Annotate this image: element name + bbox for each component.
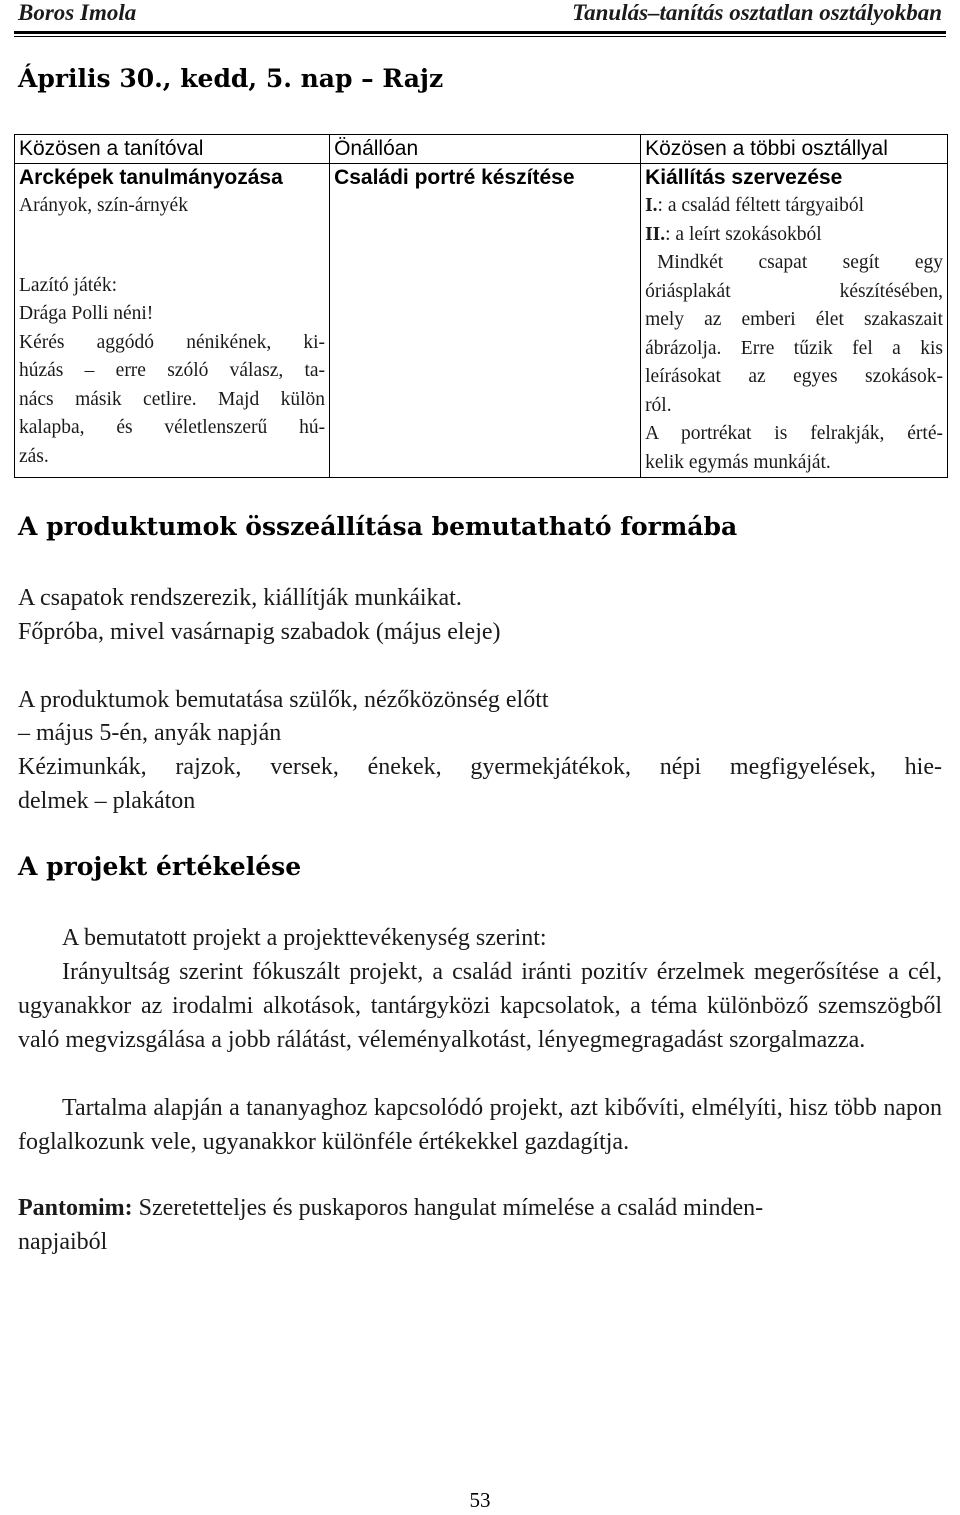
col3-title: Kiállítás szervezése [645,166,843,189]
col3-desc-line: leírásokat az egyes szokások- [645,366,943,387]
header-independent: Önállóan [330,135,641,164]
cell-independent [330,164,641,478]
col3-desc-line: ról. [645,394,672,416]
pantomim-paragraph [18,1191,942,1225]
header-rule-thin [14,36,946,37]
evaluation-paragraph-2: Tartalma alapján a tananyaghoz kapcsolódó projekt, azt kibővíti, elmélyíti, hisz több napon foglalkozunk vele, ugyanakkor különféle értékekkel gazdagítja. [18,1095,942,1155]
products-line: A csapatok rendszerezik, kiállítják munkáikat. [18,585,462,611]
col3-item1 [645,192,943,221]
col3-item2-text: : a leírt szokásokból [665,223,822,245]
col3-desc-line: ábrázolja. Erre tűzik fel a kis [645,337,943,359]
col3-item1-label: I. [645,195,658,216]
table-header-row [15,135,948,164]
col3-desc-line: Mindkét csapat segít egy [657,252,943,273]
pantomim-continuation: napjaiból [18,1229,108,1255]
header-with-teacher: Közösen a tanítóval [15,135,330,164]
presentation-line: A produktumok bemutatása szülők, nézőközönség előtt [18,687,549,713]
header-book-title: Tanulás–tanítás osztatlan osztályokban [572,0,942,25]
evaluation-paragraph-1: Irányultság szerint fókuszált projekt, a család iránti pozitív érzelmek megerősítése a cél, ugyanakkor az irodalmi alkotások, tantárgyközi kapcsolatok, a téma különböző szemszögből való megvizsgálása a jobb rálátást, véleményalkotást, lényegmegragadást szorgalmazza. [18,959,942,1053]
presentation-line: Kézimunkák, rajzok, versek, énekek, gyermekjátékok, népi megfigyelések, hie- [18,754,942,780]
col1-desc-line: nács másik cetlire. Majd külön [19,388,326,410]
cell-with-teacher [15,164,330,478]
col1-desc-line: zás. [19,445,49,467]
day-title: Április 30., kedd, 5. nap – Rajz [18,64,444,93]
header-rule-thick [14,31,946,34]
table-body-row [15,164,948,478]
page-header [18,0,942,32]
cell-with-other-classes [641,164,948,478]
lesson-plan-table [14,134,948,478]
col1-game-name: Drága Polli néni! [19,303,154,324]
pantomim-label: Pantomim: [18,1195,133,1221]
products-line: Főpróba, mivel vasárnapig szabadok (május eleje) [18,619,501,645]
presentation-line: delmek – plakáton [18,788,196,814]
section-title-evaluation: A projekt értékelése [18,852,302,881]
col3-item2-label: II. [645,223,666,245]
col3-desc-line: óriásplakát készítésében, [645,280,943,302]
col1-subtitle: Arányok, szín-árnyék [19,195,188,216]
col1-title: Arcképek tanulmányozása [19,166,283,189]
col1-desc-line: húzás – erre szóló válasz, ta- [19,360,326,381]
page-number: 53 [469,1488,491,1512]
col3-desc2-line: A portrékat is felrakják, érté- [645,423,943,444]
col3-item1-text: : a család féltett tárgyaiból [657,195,865,216]
col1-desc-line: Kérés aggódó nénikének, ki- [19,331,326,353]
col3-desc-line: mely az emberi élet szakaszait [645,309,943,330]
col1-desc-line: kalapba, és véletlenszerű hú- [19,417,326,438]
section-title-products: A produktumok összeállítása bemutatható formába [18,512,738,541]
evaluation-intro: A bemutatott projekt a projekttevékenység szerint: [62,925,547,951]
pantomim-text: Szeretetteljes és puskaporos hangulat mímelése a család minden- [132,1195,764,1221]
col3-desc2-line: kelik egymás munkáját. [645,451,831,473]
presentation-line: – május 5-én, anyák napján [18,720,282,746]
col3-item2 [645,221,943,250]
header-with-other-classes: Közösen a többi osztállyal [641,135,948,164]
col1-game-label: Lazító játék: [19,274,117,296]
header-author: Boros Imola [18,0,137,25]
col2-title: Családi portré készítése [334,166,575,189]
